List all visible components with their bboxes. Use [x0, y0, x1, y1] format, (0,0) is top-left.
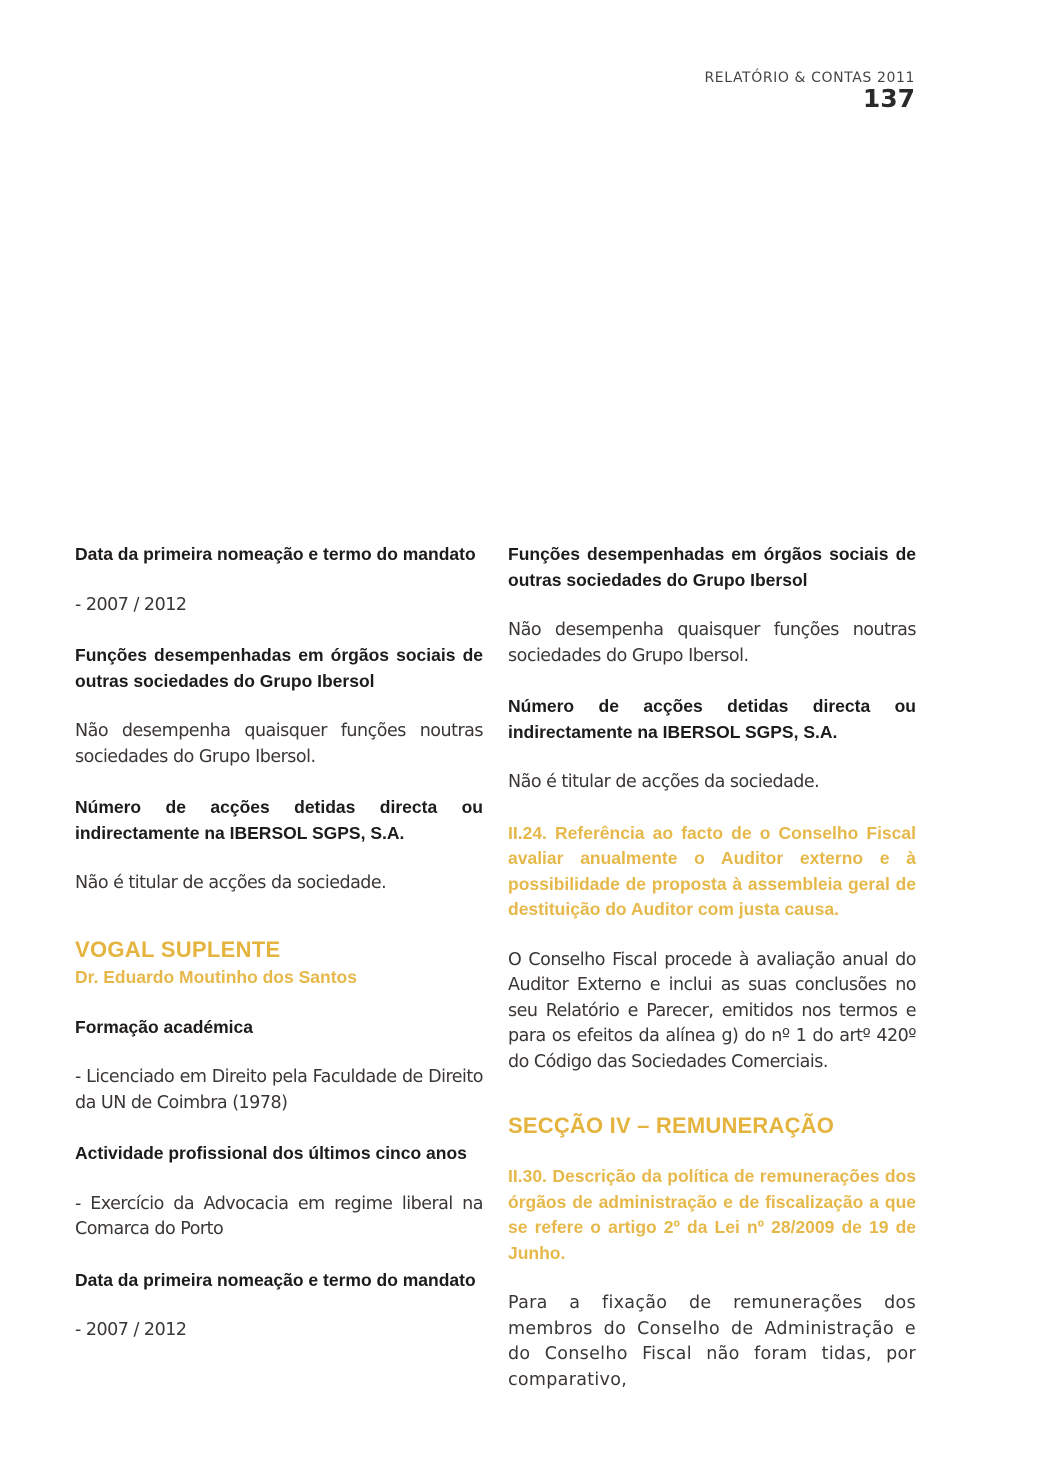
education-text: - Licenciado em Direito pela Faculdade de Direito da UN de Coimbra (1978): [75, 1067, 483, 1113]
ii24-text: O Conselho Fiscal procede à avaliação anual do Auditor Externo e inclui as suas conclusões no seu Relatório e Parecer, emitidos nos termos e para os efeitos da alínea g) do nº 1 do artº 420º do Código das Sociedades Comerciais.: [508, 949, 916, 1072]
other-functions-text: Não desempenha quaisquer funções noutras sociedades do Grupo Ibersol.: [75, 721, 483, 767]
heading-shares-held-right: Número de acções detidas directa ou indirectamente na IBERSOL SGPS, S.A.: [508, 696, 916, 742]
ii30-text: Para a fixação de remunerações dos membros do Conselho de Administração e do Conselho Fiscal não foram tidas, por comparativo,: [508, 1293, 916, 1390]
heading-appointment-date: Data da primeira nomeação e termo do mandato: [75, 544, 476, 564]
professional-activity-text: - Exercício da Advocacia em regime liberal na Comarca do Porto: [75, 1193, 483, 1239]
other-functions-text-right: Não desempenha quaisquer funções noutras sociedades do Grupo Ibersol.: [508, 620, 916, 666]
heading-education: Formação académica: [75, 1016, 254, 1037]
heading-professional-activity: Actividade profissional dos últimos cinco anos: [75, 1143, 467, 1163]
heading-ii24: II.24. Referência ao facto de o Conselho Fiscal avaliar anualmente o Auditor externo e à possibilidade de proposta à assembleia geral de destituição do Auditor com justa causa.: [508, 822, 916, 919]
heading-appointment-date-2: Data da primeira nomeação e termo do mandato: [75, 1269, 476, 1290]
heading-ii30: II.30. Descrição da política de remunerações dos órgãos de administração e de fiscalização a que se refere o artigo 2º da Lei nº 28/2009 de 19 de Junho.: [508, 1166, 916, 1263]
appointment-period-2: - 2007 / 2012: [75, 1320, 187, 1340]
member-name: Dr. Eduardo Moutinho dos Santos: [75, 966, 357, 987]
left-column: [75, 542, 483, 1369]
heading-other-functions: Funções desempenhadas em órgãos sociais de outras sociedades do Grupo Ibersol: [75, 645, 483, 691]
appointment-period: - 2007 / 2012: [75, 594, 187, 615]
page-number: 137: [862, 84, 915, 113]
section-title-remuneracao: SECÇÃO IV – REMUNERAÇÃO: [508, 1113, 835, 1138]
report-title: RELATÓRIO & CONTAS 2011: [704, 70, 915, 86]
page-header: [704, 70, 915, 113]
right-column: [508, 542, 916, 1393]
shares-held-text-right: Não é titular de acções da sociedade.: [508, 772, 820, 792]
heading-other-functions-right: Funções desempenhadas em órgãos sociais de outras sociedades do Grupo Ibersol: [508, 544, 916, 590]
heading-shares-held: Número de acções detidas directa ou indirectamente na IBERSOL SGPS, S.A.: [75, 797, 483, 843]
section-title-vogal-suplente: VOGAL SUPLENTE: [75, 936, 281, 962]
shares-held-text: Não é titular de acções da sociedade.: [75, 873, 387, 893]
